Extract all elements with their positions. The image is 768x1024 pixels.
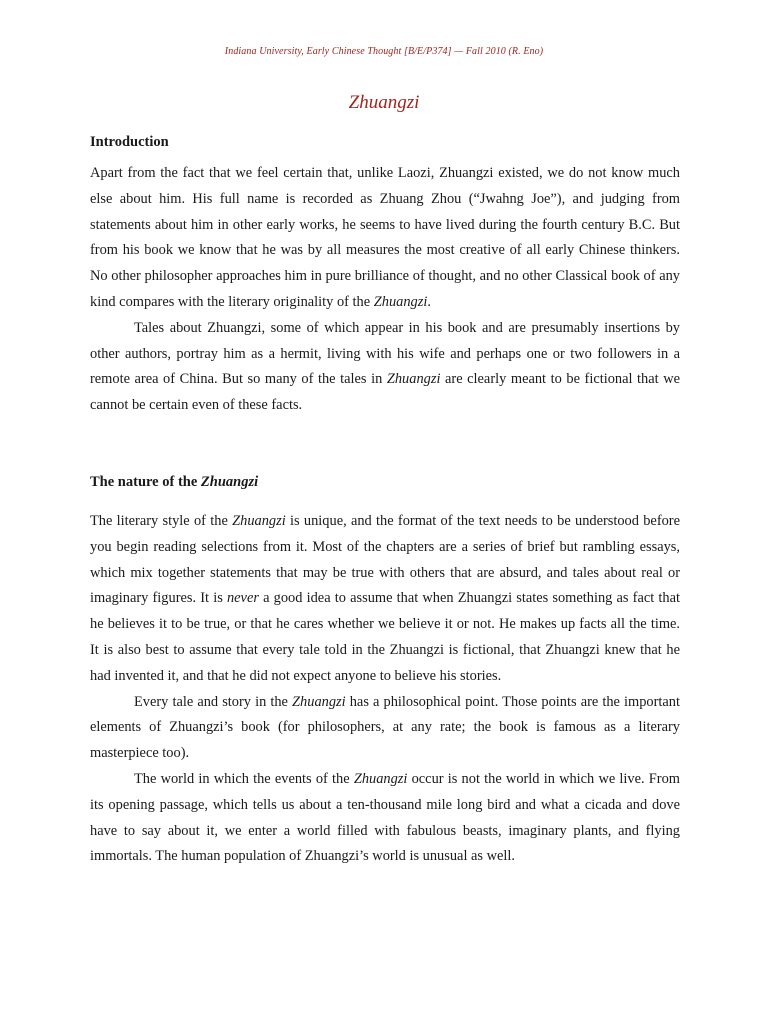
nature-paragraph-1: The literary style of the Zhuangzi is unique, and the format of the text needs to be understood before you begin reading selections from it. Most of the chapters are a series of brief but rambling essays, which mix together statements that may be true with others that are absurd, and tales about real or imaginary figures. It is never a good idea to assume that when Zhuangzi states something as fact that he believes it to be true, or that he cares whether we believe it or not. He makes up facts all the time. It is also best to assume that every tale told in the Zhuangzi is fictional, that Zhuangzi knew that he had invented it, and that he did not expect anyone to believe his stories. [90, 513, 680, 684]
intro-paragraph-1: Apart from the fact that we feel certain that, unlike Laozi, Zhuangzi existed, we do not know much else about him. His full name is recorded as Zhuang Zhou (“Jwahng Joe”), and judging from statements about him in other early works, he seems to have lived during the fourth century B.C. But from his book we know that he was by all measures the most creative of all early Chinese thinkers. No other philosopher approaches him in pure brilliance of thought, and no other Classical book of any kind compares with the literary originality of the Zhuangzi. [90, 165, 680, 310]
section-heading-nature: The nature of the Zhuangzi [90, 474, 259, 490]
book-title-italic: Zhuangzi [373, 293, 428, 310]
intro-paragraph-2: Tales about Zhuangzi, some of which appear in his book and are presumably insertions by other authors, portray him as a hermit, living with his wife and perhaps one or two followers in a remote area of China. But so many of the tales in Zhuangzi are clearly meant to be fictional that we cannot be certain even of these facts. [90, 319, 680, 414]
introduction-body [90, 161, 680, 419]
nature-paragraph-2: Every tale and story in the Zhuangzi has a philosophical point. Those points are the important elements of Zhuangzi’s book (for philosophers, at any rate; the book is famous as a literary masterpiece too). [90, 693, 680, 762]
book-title-italic: Zhuangzi [292, 693, 346, 710]
book-title-italic: Zhuangzi [353, 770, 408, 787]
running-header: Indiana University, Early Chinese Thought [B/E/P374] — Fall 2010 (R. Eno) [224, 46, 544, 57]
book-title-italic: Zhuangzi [386, 371, 441, 388]
section-heading-introduction: Introduction [90, 134, 169, 150]
nature-paragraph-3: The world in which the events of the Zhuangzi occur is not the world in which we live. From its opening passage, which tells us about a ten-thousand mile long bird and what a cicada and dove have to say about it, we enter a world filled with fabulous beasts, imaginary plants, and flying immortals. The human population of Zhuangzi’s world is unusual as well. [90, 770, 680, 865]
book-title-italic: Zhuangzi [232, 513, 286, 529]
document-title: Zhuangzi [348, 92, 420, 113]
emphasis-never: never [226, 590, 259, 607]
nature-body [90, 509, 680, 870]
book-title-italic: Zhuangzi [200, 474, 259, 490]
